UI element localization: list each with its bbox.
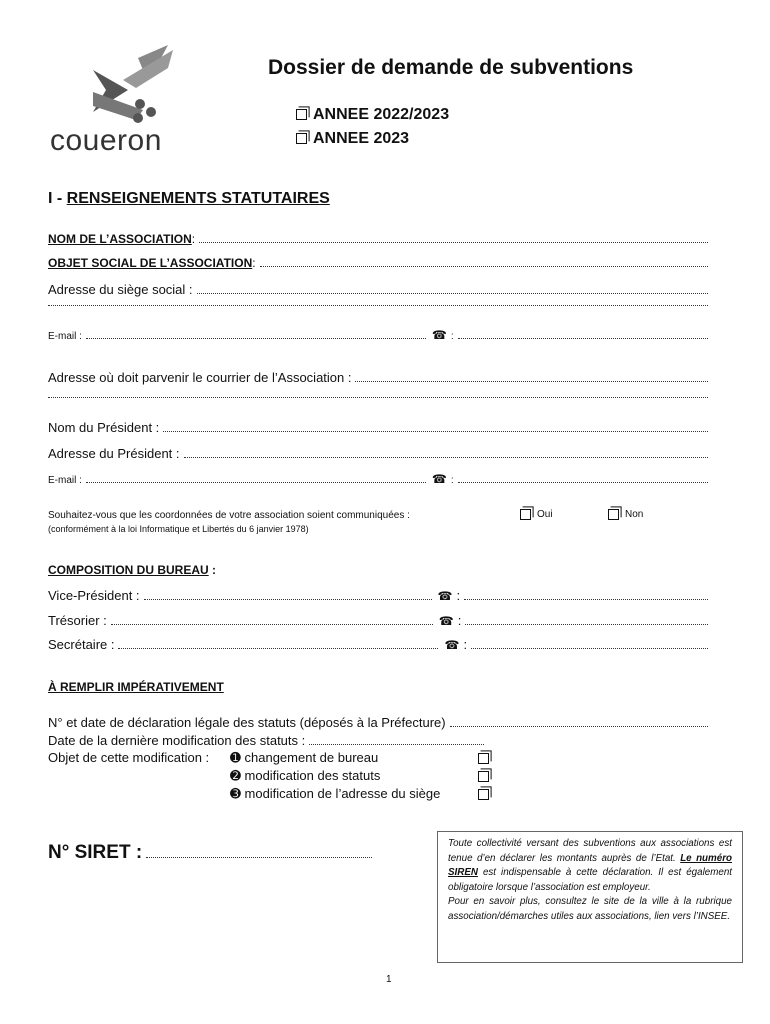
nom-president-field[interactable]: Nom du Président : [48,420,710,435]
consent-non[interactable]: Non [608,509,643,520]
siret-field[interactable]: N° SIRET : [48,842,374,864]
page-title: Dossier de demande de subventions [268,56,634,79]
logo-text: coueron [50,124,162,157]
year-option-1[interactable]: ANNEE 2022/2023 [296,106,449,124]
logo-mark-icon [48,40,218,130]
checkbox-icon[interactable] [478,753,489,764]
secretaire-field[interactable]: Secrétaire : ☎ : [48,637,710,652]
siren-info-box [437,831,743,963]
consent-note: (conformément à la loi Informatique et Libertés du 6 janvier 1978) [48,524,309,534]
declaration-field[interactable]: N° et date de déclaration légale des statuts (déposés à la Préfecture) [48,715,710,730]
checkbox-icon[interactable] [478,771,489,782]
option-modif-adresse: ➌ modification de l’adresse du siège [230,786,441,801]
checkbox-icon[interactable] [296,109,307,120]
phone-icon: ☎ [431,472,447,486]
adresse-president-field[interactable]: Adresse du Président : [48,446,710,461]
option-changement-bureau: ➊ changement de bureau [230,750,379,765]
checkbox-icon[interactable] [478,789,489,800]
logo [48,40,218,160]
year-option-2[interactable]: ANNEE 2023 [296,130,409,148]
email-siege-field[interactable]: E-mail : ☎ : [48,328,710,342]
phone-icon: ☎ [437,589,453,603]
remplir-title: À REMPLIR IMPÉRATIVEMENT [48,680,224,694]
phone-icon: ☎ [444,638,460,652]
checkbox-icon[interactable] [608,509,619,520]
adresse-courrier-field[interactable]: Adresse où doit parvenir le courrier de l’Association : [48,370,710,385]
bureau-title: COMPOSITION DU BUREAU : [48,563,217,577]
section-title: I - RENSEIGNEMENTS STATUTAIRES [48,190,330,207]
email-president-field[interactable]: E-mail : ☎ : [48,472,710,486]
adresse-courrier-line-2[interactable] [48,396,710,401]
vice-president-field[interactable]: Vice-Président : ☎ : [48,588,710,603]
phone-icon: ☎ [438,614,454,628]
checkbox-icon[interactable] [296,133,307,144]
objet-social-field[interactable]: OBJET SOCIAL DE L’ASSOCIATION : [48,256,710,270]
siren-info-p2: Pour en savoir plus, consultez le site de la ville à la rubrique association/démarches utiles aux associations, lien vers l’INSEE. [448,896,732,922]
adresse-siege-line-2[interactable] [48,304,710,309]
objet-modif-label: Objet de cette modification : [48,750,210,765]
page-number: 1 [386,974,392,985]
checkbox-icon[interactable] [520,509,531,520]
derniere-modif-field[interactable]: Date de la dernière modification des statuts : [48,733,486,748]
phone-icon: ☎ [431,328,447,342]
consent-question: Souhaitez-vous que les coordonnées de votre association soient communiquées : [48,510,410,521]
siren-info-p1: Toute collectivité versant des subventions aux associations est tenue d’en déclarer les montants auprès de l’Etat. Le numéro SIREN est indispensable à cette déclaration. Il est également obligatoire lorsque l’association est employeur. [448,838,732,893]
tresorier-field[interactable]: Trésorier : ☎ : [48,613,710,628]
adresse-siege-field[interactable]: Adresse du siège social : [48,282,710,297]
nom-association-field[interactable]: NOM DE L’ASSOCIATION : [48,232,710,246]
consent-oui[interactable]: Oui [520,509,553,520]
option-modif-statuts: ➋ modification des statuts [230,768,381,783]
